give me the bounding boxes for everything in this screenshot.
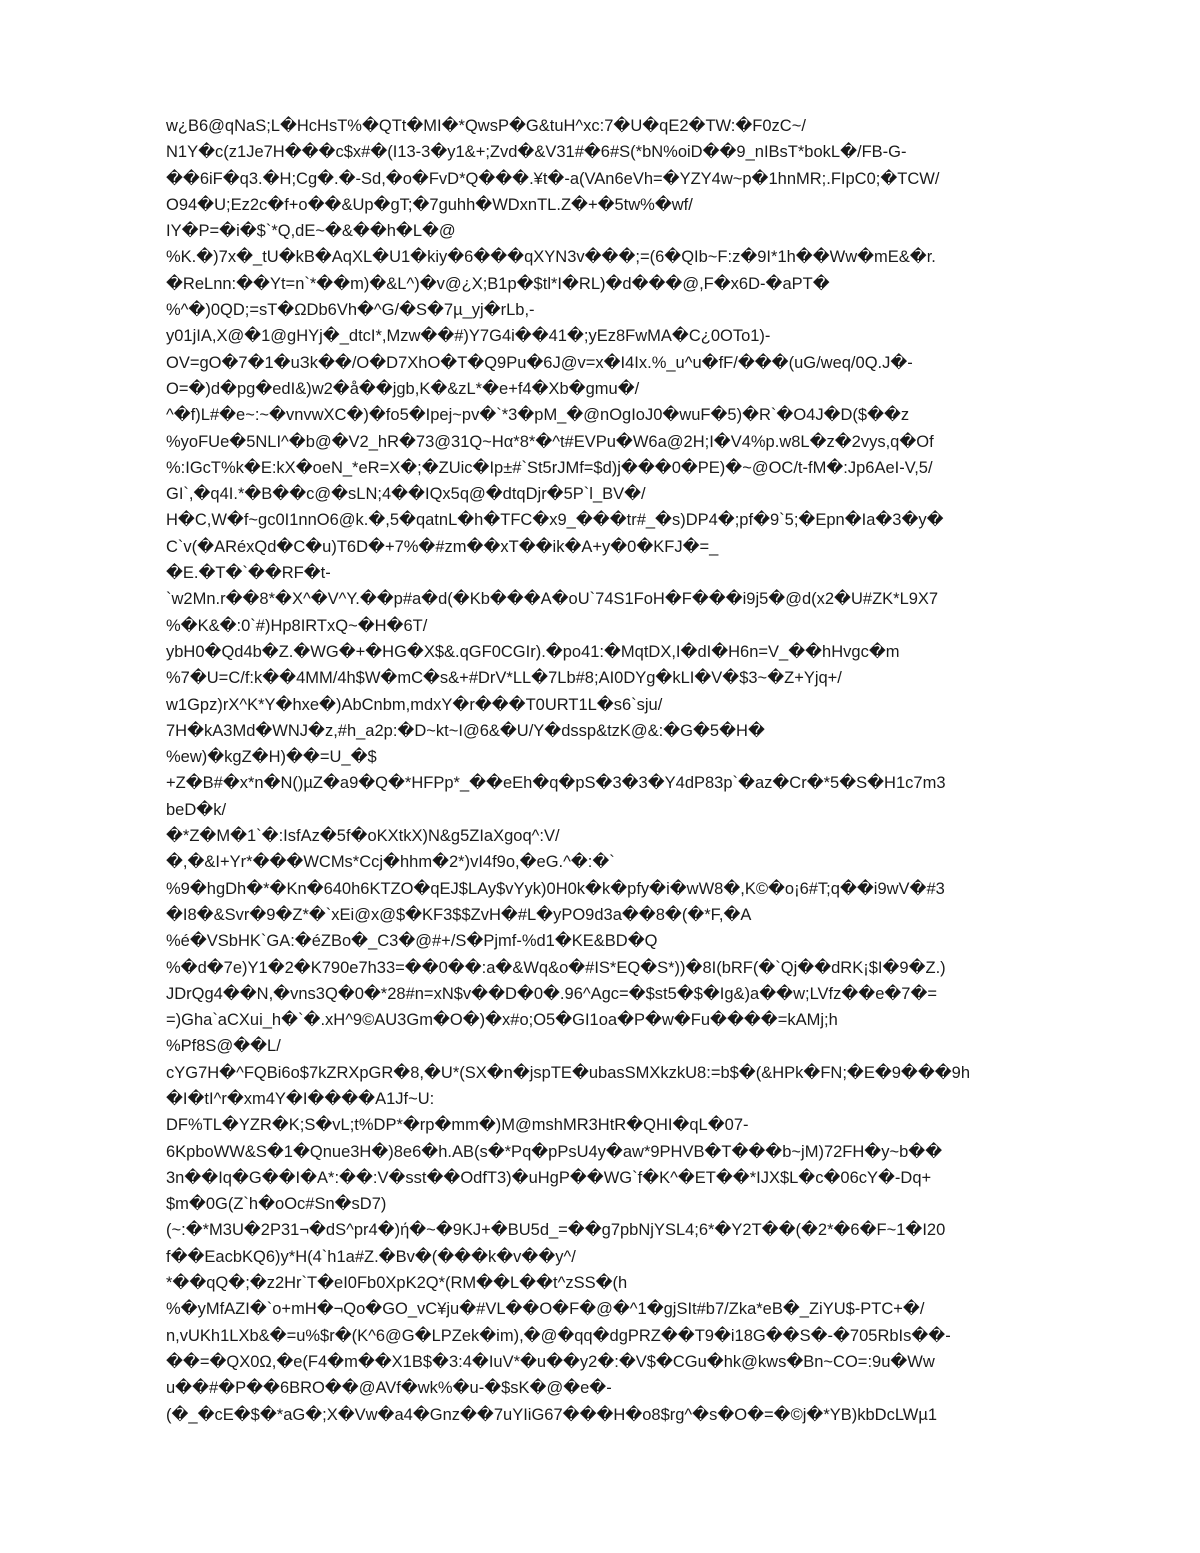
text-line: %Pf8S@��L/	[166, 1037, 281, 1056]
text-line: IY�P=�i�$`*Q,dE~�&��h�L�@	[166, 222, 456, 241]
text-line: %7�U=C/f:k��4MM/4h$W�mC�s&+#DrV*LL�7Lb#8;AI0DYg�kLI�V�$3~�Z+Yjq+/	[166, 669, 842, 688]
text-line: %9�hgDh�*�Kn�640h6KTZO�qEJ$LAy$vYyk)0H0k�k�pfy�i�wW8�,K©�o¡6#T;q��i9wV�#3	[166, 879, 945, 898]
text-line: w1Gpz)rX^K*Y�hxe�)AbCnbm,mdxY�r���T0URT1L�s6`sju/	[166, 695, 663, 714]
text-line: 3n��Iq�G��I�A*:��:V�sst��OdfT3)�uHgP��WG`f�K^�ET��*IJX$L�c�06cY�-Dq+	[166, 1168, 932, 1187]
text-line: +Z�B#�x*n�N()µZ�a9�Q�*HFPp*_��eEh�q�pS�3�3�Y4dP83p`�az�Cr�*5�S�H1c7m3	[166, 774, 946, 793]
text-line: ��=�QX0Ω,�e(F4�m��X1B$�3:4�IuV*�u��y2�:�V$�CGu�hk@kws�Bn~CO=:9u�Ww	[166, 1352, 935, 1371]
text-line: (�_�cE�$�*aG�;X�Vw�a4�Gnz��7uYIiG67���H�o8$rg^�s�O�=�©j�*YB)kbDcLWµ1	[166, 1405, 938, 1424]
text-line: $m�0G(Z`h�oOc#Sn�sD7)	[166, 1195, 387, 1214]
text-line: (~:�*M3U�2P31¬�dS^pr4�)ή�~�9KJ+�BU5d_=��g7pbNjYSL4;6*�Y2T��(�2*�6�F~1�I20	[166, 1221, 946, 1240]
text-line: %�K&�:0`#)Hp8IRTxQ~�H�6T/	[166, 616, 428, 635]
text-line: w¿B6@qNaS;L�HcHsT%�QTt�MI�*QwsP�G&tuH^xc:7�U�qE2�TW:�F0zC~/	[166, 117, 806, 135]
text-line: %ew)�kgZ�H)��=U_�$	[166, 748, 377, 767]
document-body	[166, 113, 1126, 1428]
text-line: �E.�T�`��RF�t-	[166, 564, 331, 583]
text-line: =)Gha`aCXui_h�`�.xH^9©AU3Gm�O�)�x#o;O5�GI1oa�P�w�Fu����=kAMj;h	[166, 1011, 838, 1030]
text-line: �ReLnn:��Yt=n`*��m)�&L^)�v@¿X;B1p�$tl*I�RL)�d���@,F�x6D-�aPT�	[166, 274, 830, 293]
text-line: �I�tI^r�xm4Y�I����A1Jf~U:	[166, 1089, 435, 1108]
text-line: �*Z�M�1`�:IsfAz�5f�oKXtkX)N&g5ZIaXgoq^:V/	[166, 827, 560, 846]
text-line: O=�)d�pg�edI&)w2�å��jgb,K�&zL*�e+f4�Xb�gmu�/	[166, 379, 640, 398]
text-line: ��6iF�q3.�H;Cg�.�-Sd,�o�FvD*Q���.¥t�-a(VAn6eVh=�YZY4w~p�1hnMR;.FIpC0;�TCW/	[166, 169, 940, 188]
text-line: beD�k/	[166, 800, 227, 819]
text-line: DF%TL�YZR�K;S�vL;t%DP*�rp�mm�)M@mshMR3HtR�QHI�qL�07-	[166, 1116, 749, 1135]
text-line: ^�f)L#�e~:~�vnvwXC�)�fo5�Ipej~pv�`*3�pM_�@nOgIoJ0�wuF�5)�R`�O4J�D($��z	[166, 406, 910, 425]
text-line: %�d�7e)Y1�2�K790e7h33=��0��:a�&Wq&o�#IS*EQ�S*))�8I(bRF(�`Qj��dRK¡$I�9�Z.)	[166, 958, 946, 977]
text-line: %:IGcT%k�E:kX�oeN_*eR=X�;�ZUic�Ip±#`St5rJMf=$d)j���0�PE)�~@OC/t-fM�:Jp6AeI-V,5/	[166, 458, 933, 477]
text-line: *��qQ�;�z2Hr`T�eI0Fb0XpK2Q*(RM��L��t^zSS�(h	[166, 1274, 628, 1293]
text-line: u��#�P��6BRO��@AVf�wk%�u-�$sK�@�e�-	[166, 1379, 612, 1398]
text-line: %�yMfAZI�`o+mH�¬Qo�GO_vC¥ju�#VL��O�F�@�^1�gjSIt#b7/Zka*eB�_ZiYU$-PTC+�/	[166, 1300, 925, 1319]
text-line: O94�U;Ez2c�f+o��&Up�gT;�7guhh�WDxnTL.Z�+�5tw%�wf/	[166, 195, 693, 214]
text-line: 6KpboWW&S�1�Qnue3H�)8e6�h.AB(s�*Pq�pPsU4y�aw*9PHVB�T���b~jM)72FH�y~b��	[166, 1142, 943, 1161]
text-line: y01jIA,X@�1@gHYj�_dtcI*,Mzw��#)Y7G4i��41�;yEz8FwMA�C¿0OTo1)-	[166, 327, 771, 346]
text-line: OV=gO�7�1�uЗk��/O�D7XhO�T�Q9Pu�6J@v=x�I4Ix.%_u^u�fF/���(uG/weq/0Q.J�-	[166, 353, 913, 372]
text-line: cYG7H�^FQBi6o$7kZRXpGR�8,�U*(SX�n�jspTE�ubasSMXkzkU8:=b$�(&HPk�FN;�E�9���9h	[166, 1063, 971, 1082]
text-line: �,�&I+Yr*���WCMs*Ccj�hhm�2*)vI4f9o,�eG.^�:�`	[166, 853, 615, 872]
text-line: C`v(�ARéxQd�C�u)T6D�+7%�#zm��xT��ik�A+y�0�KFJ�=_	[166, 537, 719, 556]
text-line: `w2Mn.r��8*�X^�V^Y.��p#a�d(�Kb���A�oU`74S1FoH�F���i9j5�@d(x2�U#ZK*L9X7	[166, 590, 939, 609]
text-line: %^�)0QD;=sT�ΩDb6Vh�^G/�S�7µ_yj�rLb,-	[166, 301, 535, 320]
text-line: n,vUKh1LXb&�=u%$r�(K^6@G�LPZek�im),�@�qq�dgPRZ��T9�i18G��S�-�705RbIs��-	[166, 1326, 951, 1345]
text-line: GI`,�q4I.*�B��c@�sLN;4��IQx5q@�dtqDjr�5P`l_BV�/	[166, 485, 646, 504]
text-line: �I8�&Svr�9�Z*�`xEi@x@$�KF3$$ZvH�#L�yPO9d3a��8�(�*F,�A	[166, 905, 752, 924]
text-line: %é�VSbHK`GA:�éZBo�_C3�@#+/S�Pjmf-%d1�KE&BD�Q	[166, 932, 658, 951]
text-line: f��EacbKQ6)y*H(4`h1a#Z.�Bv�(���k�v��y^/	[166, 1247, 576, 1266]
text-line: JDrQg4��N,�vns3Q�0�*28#n=xN$v��D�0�.96^Agc=�$st5�$�Ig&)a��w;LVfz��e�7�=	[166, 984, 938, 1003]
text-line: %yoFUe�5NLI^�b@�V2_hR�73@31Q~Hα*8*�^t#EVPu�W6a@2H;I�V4%p.w8L�z�2vys,q�Of	[166, 432, 934, 451]
text-line: 7H�kA3Md�WNJ�z,#h_a2p:�D~kt~I@6&�U/Y�dssp&tzK@&:�G�5�H�	[166, 721, 765, 740]
text-line: N1Y�c(z1Je7H���c$x#�(I13-3�y1&+;Zvd�&V31#�6#S(*bN%oiD��9_nIBsT*bokL�/FB-G-	[166, 143, 907, 162]
text-line: ybH0�Qd4b�Z.�WG�+�HG�X$&.qGF0CGIr).�po41:�MqtDX,I�dI�H6n=V_��hHvgc�m	[166, 642, 900, 661]
text-line: %K.�)7x�_tU�kB�AqXL�U1�kiy�6���qXYN3v���;=(6�QIb~F:z�9I*1h��Ww�mE&�r.	[166, 248, 936, 267]
text-line: H�C,W�f~gc0I1nnO6@k.�,5�qatnL�h�TFC�x9_���tr#_�s)DP4�;pf�9`5;�Epn�Ia�3�y�	[166, 511, 944, 530]
